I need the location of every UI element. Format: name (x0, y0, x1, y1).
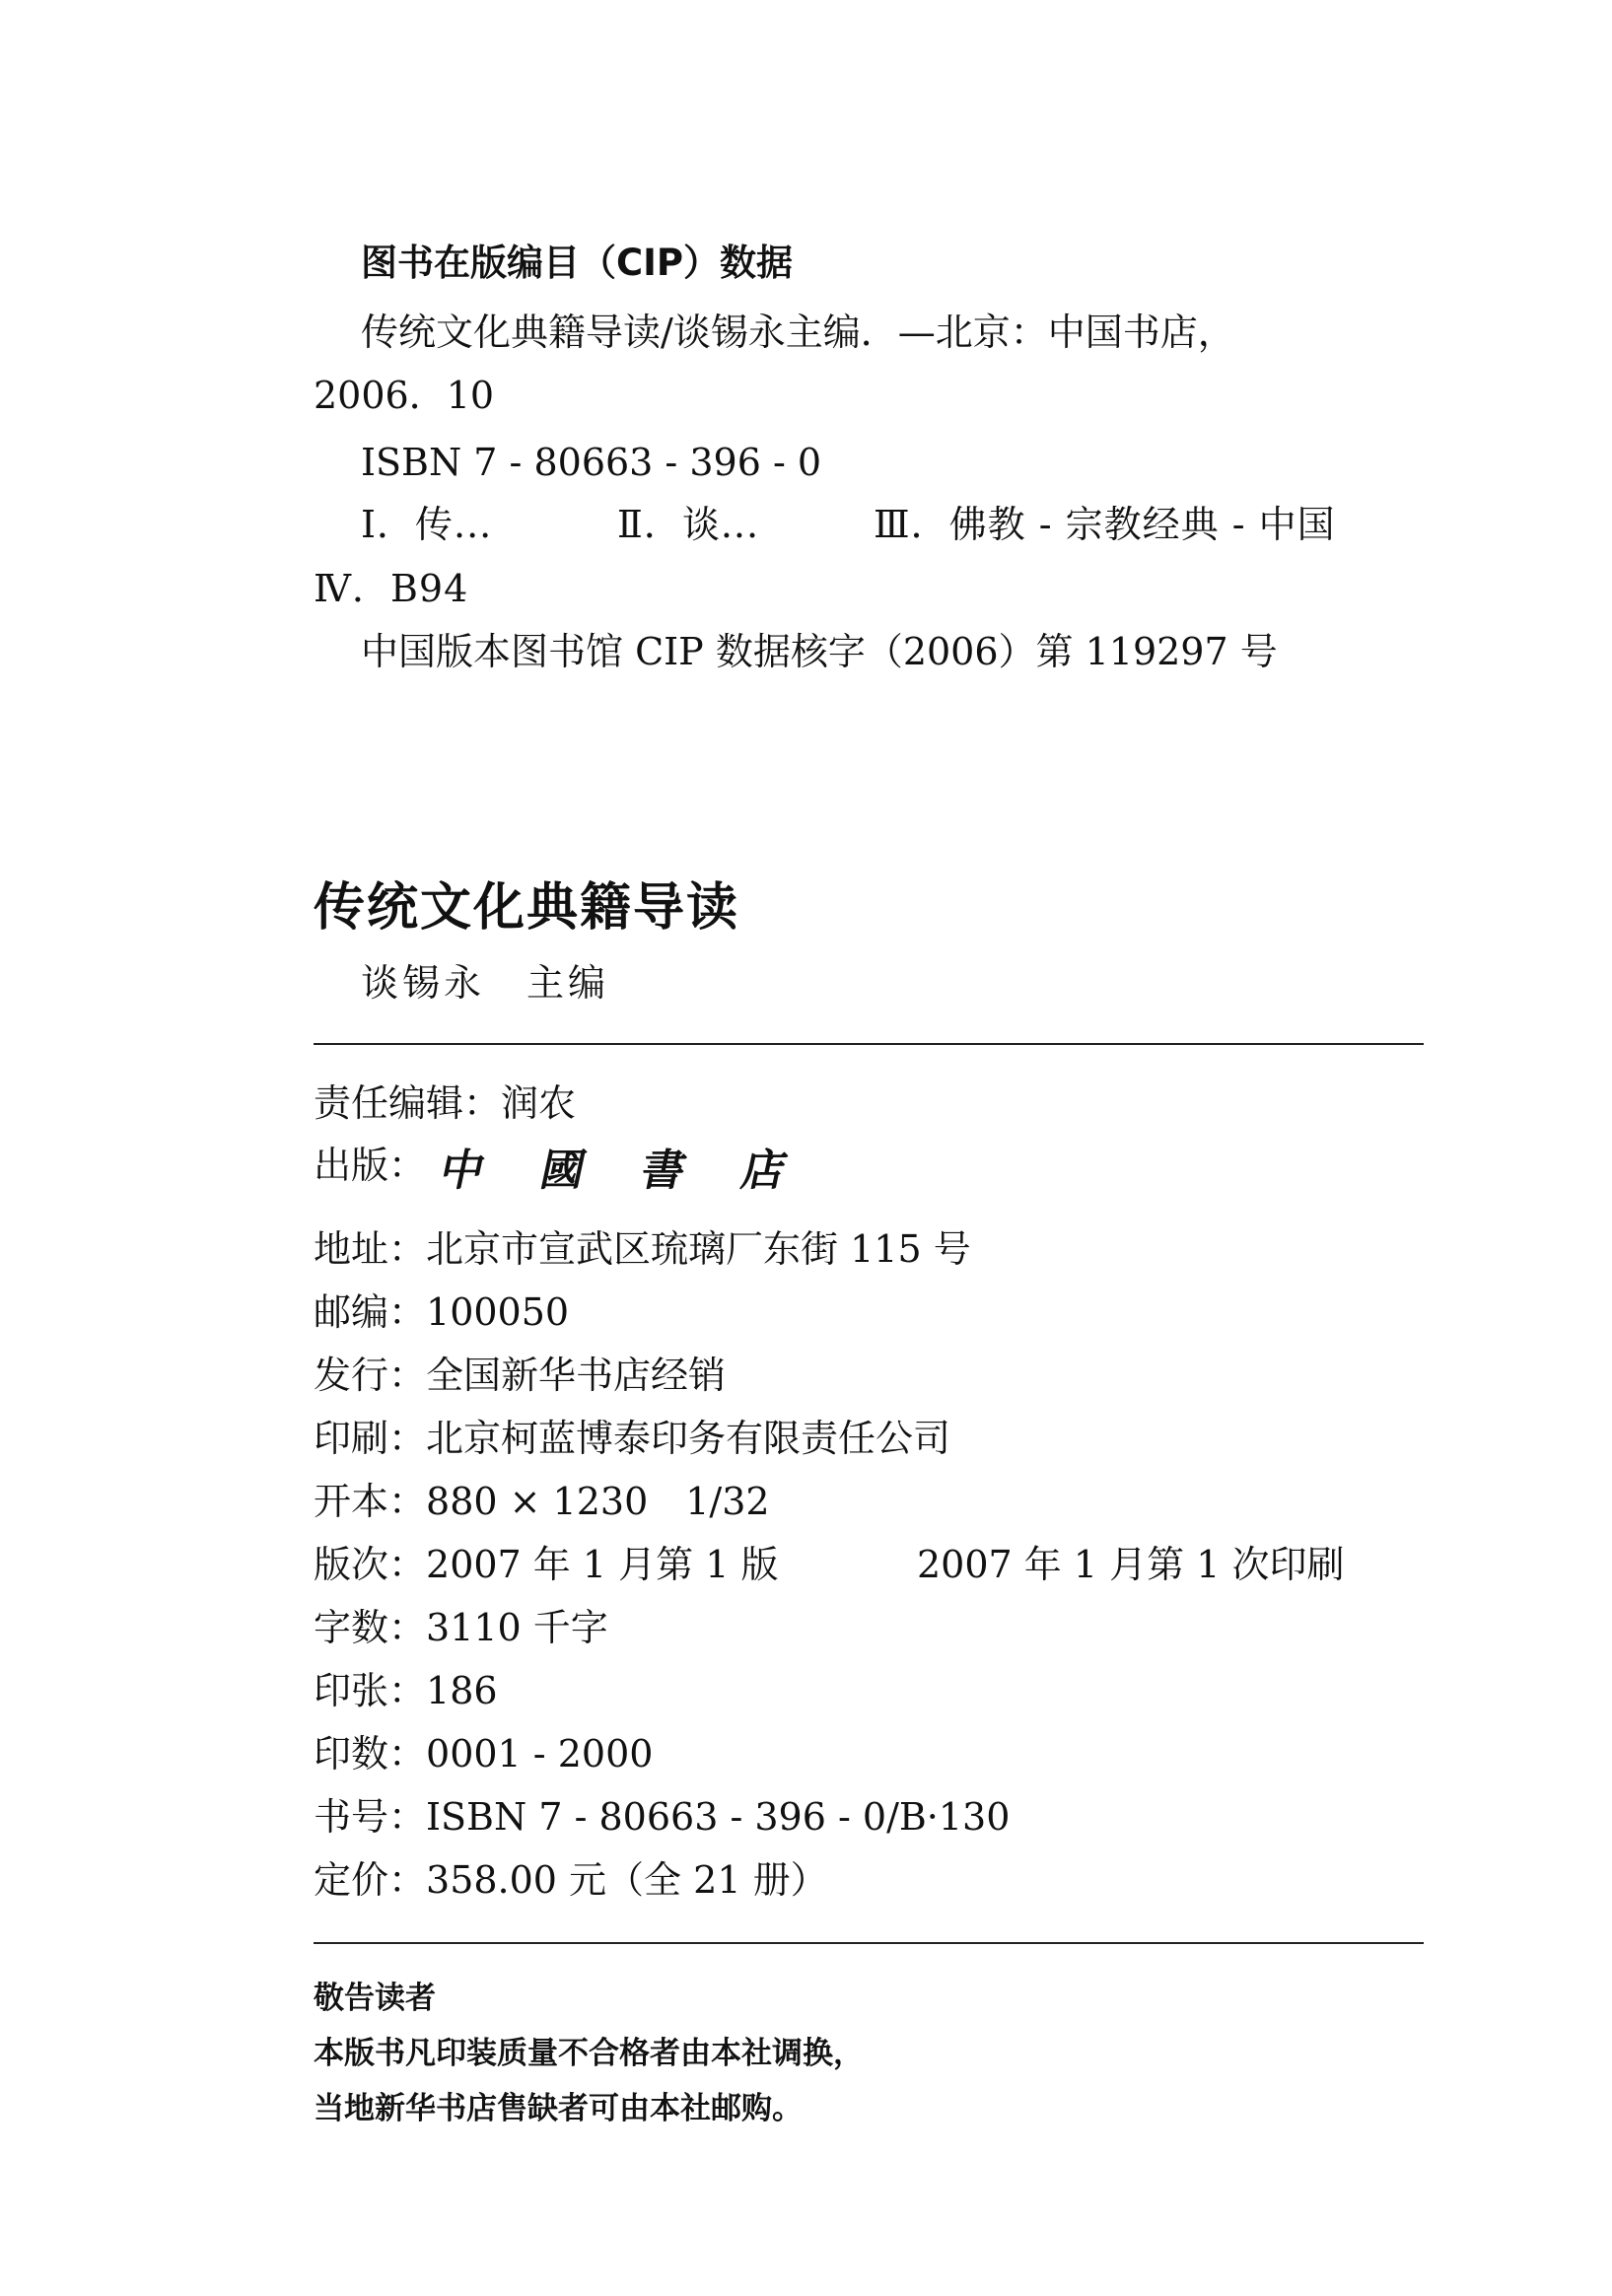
colophon-printing (314, 1417, 951, 1460)
divider-bottom (314, 1942, 1424, 1944)
sheets-label: 印张： (314, 1669, 427, 1712)
address-value: 北京市宣武区琉璃厂东街 115 号 (426, 1227, 971, 1271)
cip-line-title: 传统文化典籍导读/谈锡永主编．—北京：中国书店， (361, 311, 1235, 354)
cip-clc: Ⅳ．B94 (314, 567, 469, 610)
publisher-logo-char: 店 (736, 1146, 792, 1196)
wordcount-label: 字数： (314, 1606, 427, 1649)
publisher-logo-char: 中 (435, 1146, 490, 1196)
price-value: 358.00 元（全 21 册） (426, 1858, 828, 1902)
cip-isbn: ISBN 7 - 80663 - 396 - 0 (361, 441, 822, 484)
colophon-editor (314, 1081, 577, 1125)
colophon-book-number (314, 1795, 1011, 1839)
publisher-logo-char: 書 (636, 1146, 691, 1196)
impression-value: 2007 年 1 月第 1 次印刷 (917, 1543, 1345, 1586)
printing-value: 北京柯蓝博泰印务有限责任公司 (426, 1417, 951, 1460)
address-label: 地址： (314, 1227, 427, 1271)
divider-top (314, 1043, 1424, 1045)
book-number-value: ISBN 7 - 80663 - 396 - 0/B·130 (426, 1795, 1011, 1839)
format-label: 开本： (314, 1480, 427, 1523)
cip-line-date: 2006．10 (314, 374, 495, 417)
colophon-wordcount (314, 1606, 608, 1649)
cip-heading: 图书在版编目（CIP）数据 (361, 242, 794, 284)
cip-class-1: Ⅰ．传... (361, 503, 493, 546)
editor-label: 责任编辑： (314, 1081, 502, 1125)
notice-line-2: 当地新华书店售缺者可由本社邮购。 (314, 2091, 803, 2126)
publisher-label: 出版： (314, 1144, 427, 1187)
distribution-value: 全国新华书店经销 (426, 1354, 727, 1397)
print-run-label: 印数： (314, 1732, 427, 1775)
colophon-format (314, 1480, 770, 1523)
notice-heading: 敬告读者 (314, 1981, 436, 2016)
book-title: 传统文化典籍导读 (314, 878, 740, 938)
distribution-label: 发行： (314, 1354, 427, 1397)
print-run-value: 0001 - 2000 (426, 1732, 654, 1775)
notice-line-1: 本版书凡印装质量不合格者由本社调换， (314, 2036, 864, 2071)
wordcount-value: 3110 千字 (426, 1606, 608, 1649)
printing-label: 印刷： (314, 1417, 427, 1460)
colophon-postcode (314, 1290, 570, 1334)
cip-class-2: Ⅱ．谈... (617, 503, 760, 546)
publisher-logo-char: 國 (535, 1146, 591, 1196)
editor-value: 润农 (501, 1081, 577, 1125)
colophon-edition (314, 1543, 779, 1586)
postcode-value: 100050 (426, 1290, 570, 1334)
price-label: 定价： (314, 1858, 427, 1902)
colophon-sheets (314, 1669, 498, 1712)
cip-class-3: Ⅲ．佛教 - 宗教经典 - 中国 (874, 503, 1336, 546)
publisher-logo (435, 1144, 792, 1196)
book-editor: 谈锡永 主编 (361, 961, 610, 1005)
edition-value: 2007 年 1 月第 1 版 (426, 1543, 779, 1586)
colophon-price (314, 1858, 828, 1902)
sheets-value: 186 (426, 1669, 498, 1712)
book-number-label: 书号： (314, 1795, 427, 1839)
postcode-label: 邮编： (314, 1290, 427, 1334)
edition-label: 版次： (314, 1543, 427, 1586)
cip-verification: 中国版本图书馆 CIP 数据核字（2006）第 119297 号 (361, 630, 1278, 673)
colophon-print-run (314, 1732, 654, 1775)
colophon-address (314, 1227, 971, 1271)
format-value: 880 × 1230 1/32 (426, 1480, 770, 1523)
colophon-distribution (314, 1354, 727, 1397)
